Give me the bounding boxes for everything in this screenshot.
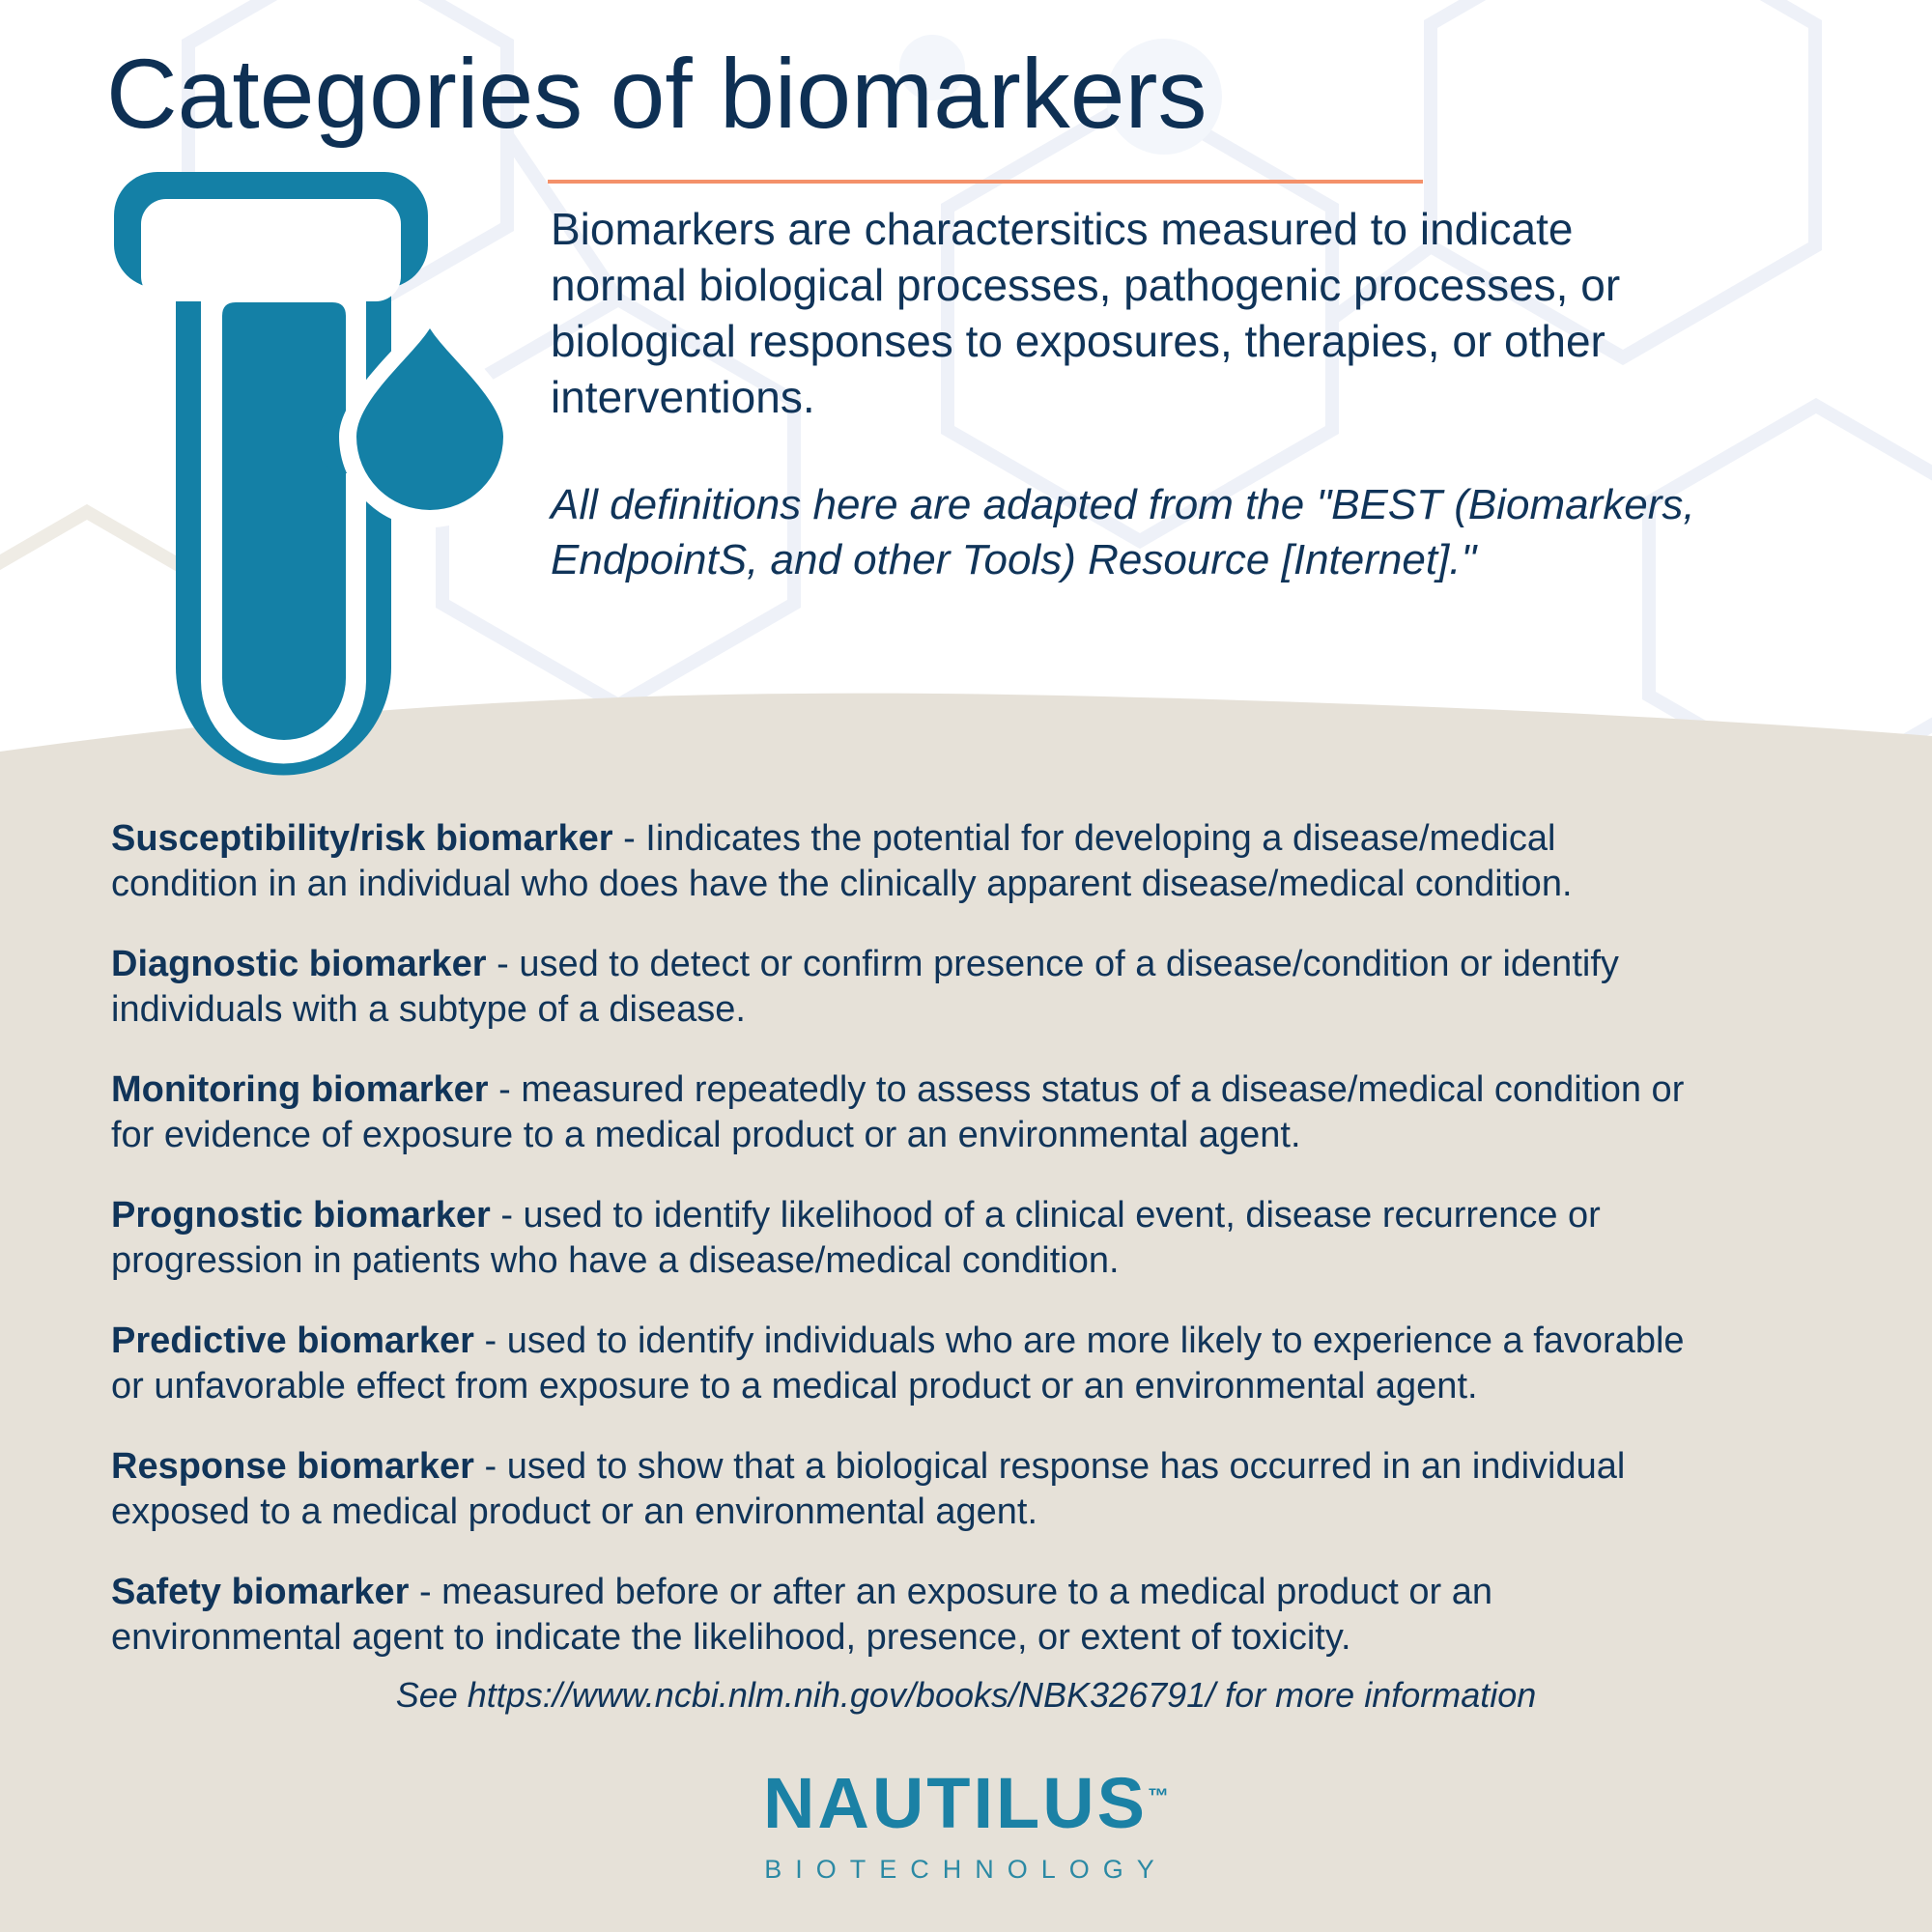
definition-line1: - measured repeatedly to assess status of a disease/medical condition or [498, 1069, 1685, 1110]
definition-item [111, 1444, 1850, 1535]
nautilus-wordmark: NAUTILUS [762, 1763, 1149, 1843]
definitions-list [111, 816, 1850, 1695]
definition-item [111, 1570, 1850, 1661]
definition-line1: - Iindicates the potential for developing a disease/medical [623, 818, 1556, 859]
definition-term: Predictive biomarker [111, 1321, 474, 1361]
definition-line2: condition in an individual who does have the clinically apparent disease/medical condition. [111, 864, 1573, 904]
definition-item [111, 1193, 1850, 1284]
more-info-line: See https://www.ncbi.nlm.nih.gov/books/NBK326791/ for more information [395, 1675, 1537, 1715]
definition-item [111, 1319, 1850, 1409]
tube-liquid [222, 302, 346, 740]
definition-line2: environmental agent to indicate the likelihood, presence, or extent of toxicity. [111, 1617, 1351, 1658]
definition-line1: - measured before or after an exposure to a medical product or an [418, 1572, 1492, 1612]
definition-term: Diagnostic biomarker [111, 944, 487, 984]
definition-line2: exposed to a medical product or an environmental agent. [111, 1492, 1038, 1532]
definition-line1: - used to identify individuals who are more likely to experience a favorable [484, 1321, 1685, 1361]
definition-line1: - used to detect or confirm presence of a disease/condition or identify [497, 944, 1619, 984]
definition-term: Susceptibility/risk biomarker [111, 818, 613, 859]
citation-paragraph: All definitions here are adapted from the "BEST (Biomarkers, EndpointS, and other Tools) Resource [Internet]." [551, 481, 1695, 583]
definition-line1: - used to show that a biological response has occurred in an individual [484, 1446, 1626, 1487]
definition-term: Monitoring biomarker [111, 1069, 489, 1110]
page-title: Categories of biomarkers [106, 39, 1208, 149]
definition-item [111, 942, 1850, 1033]
definition-line2: or unfavorable effect from exposure to a medical product or an environmental agent. [111, 1366, 1478, 1406]
definition-item [111, 816, 1850, 907]
orange-divider [548, 180, 1423, 184]
trademark-symbol: ™ [1148, 1783, 1170, 1808]
definition-line1: - used to identify likelihood of a clinical event, disease recurrence or [500, 1195, 1601, 1236]
nautilus-logo [0, 1763, 1932, 1843]
definition-term: Prognostic biomarker [111, 1195, 491, 1236]
definition-item [111, 1067, 1850, 1158]
definition-line2: progression in patients who have a disease/medical condition. [111, 1240, 1120, 1281]
intro-paragraph: Biomarkers are charactersitics measured to indicate normal biological processes, pathogenic processes, or biological responses to exposures, therapies, or other interventions. [551, 204, 1621, 422]
definition-line2: for evidence of exposure to a medical product or an environmental agent. [111, 1115, 1301, 1155]
biotechnology-label: BIOTECHNOLOGY [764, 1855, 1168, 1884]
definition-line2: individuals with a subtype of a disease. [111, 989, 746, 1030]
definition-term: Response biomarker [111, 1446, 474, 1487]
definition-term: Safety biomarker [111, 1572, 410, 1612]
test-tube-icon [114, 172, 521, 776]
